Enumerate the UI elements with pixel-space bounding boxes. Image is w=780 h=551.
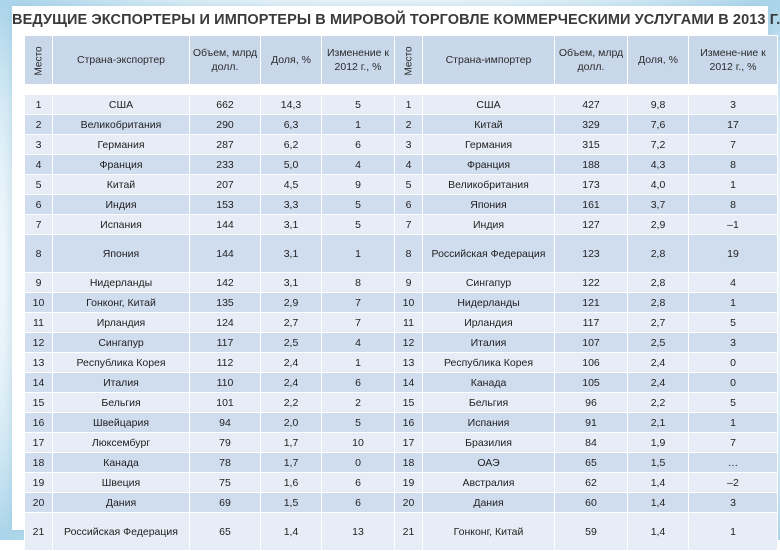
import-country-cell: Япония xyxy=(423,195,555,215)
export-change-cell: 5 xyxy=(322,95,395,115)
export-country-cell: Сингапур xyxy=(53,333,190,353)
import-volume-cell: 84 xyxy=(555,433,628,453)
export-place-cell: 18 xyxy=(25,453,53,473)
export-volume-cell: 290 xyxy=(190,115,261,135)
import-share-cell: 4,0 xyxy=(628,175,689,195)
import-change-cell: 1 xyxy=(689,413,778,433)
export-place-cell: 4 xyxy=(25,155,53,175)
export-volume-cell: 233 xyxy=(190,155,261,175)
export-volume-cell: 69 xyxy=(190,493,261,513)
export-country-cell: Нидерланды xyxy=(53,273,190,293)
import-volume-cell: 127 xyxy=(555,215,628,235)
export-place-cell: 20 xyxy=(25,493,53,513)
export-place-cell: 3 xyxy=(25,135,53,155)
import-share-cell: 1,5 xyxy=(628,453,689,473)
import-share-cell: 3,7 xyxy=(628,195,689,215)
import-place-cell: 7 xyxy=(395,215,423,235)
header-share-export: Доля, % xyxy=(261,36,322,85)
header-place-import-label: Место xyxy=(403,45,415,76)
import-place-cell: 13 xyxy=(395,353,423,373)
import-volume-cell: 122 xyxy=(555,273,628,293)
import-country-cell: ОАЭ xyxy=(423,453,555,473)
import-share-cell: 7,2 xyxy=(628,135,689,155)
export-place-cell: 15 xyxy=(25,393,53,413)
import-share-cell: 2,5 xyxy=(628,333,689,353)
import-change-cell: 8 xyxy=(689,195,778,215)
export-volume-cell: 135 xyxy=(190,293,261,313)
export-share-cell: 3,1 xyxy=(261,235,322,273)
export-share-cell: 1,4 xyxy=(261,513,322,551)
import-share-cell: 2,4 xyxy=(628,373,689,393)
table-row xyxy=(25,333,778,353)
export-place-cell: 2 xyxy=(25,115,53,135)
header-place-export xyxy=(25,36,53,85)
import-country-cell: Бельгия xyxy=(423,393,555,413)
import-change-cell: 3 xyxy=(689,95,778,115)
import-country-cell: Бразилия xyxy=(423,433,555,453)
import-place-cell: 19 xyxy=(395,473,423,493)
export-share-cell: 2,7 xyxy=(261,313,322,333)
import-change-cell: 17 xyxy=(689,115,778,135)
import-volume-cell: 329 xyxy=(555,115,628,135)
import-share-cell: 2,8 xyxy=(628,235,689,273)
import-place-cell: 6 xyxy=(395,195,423,215)
import-share-cell: 2,7 xyxy=(628,313,689,333)
table-row xyxy=(25,393,778,413)
import-share-cell: 1,4 xyxy=(628,473,689,493)
export-volume-cell: 144 xyxy=(190,235,261,273)
import-place-cell: 2 xyxy=(395,115,423,135)
import-change-cell: 4 xyxy=(689,273,778,293)
import-change-cell: 1 xyxy=(689,513,778,551)
table-row xyxy=(25,273,778,293)
import-volume-cell: 107 xyxy=(555,333,628,353)
table-row xyxy=(25,215,778,235)
import-country-cell: Германия xyxy=(423,135,555,155)
import-country-cell: Великобритания xyxy=(423,175,555,195)
import-place-cell: 8 xyxy=(395,235,423,273)
table-row xyxy=(25,115,778,135)
export-place-cell: 7 xyxy=(25,215,53,235)
import-place-cell: 16 xyxy=(395,413,423,433)
header-volume-import: Объем, млрд долл. xyxy=(555,36,628,85)
export-country-cell: США xyxy=(53,95,190,115)
table-row xyxy=(25,195,778,215)
export-volume-cell: 110 xyxy=(190,373,261,393)
import-place-cell: 5 xyxy=(395,175,423,195)
export-volume-cell: 287 xyxy=(190,135,261,155)
import-volume-cell: 91 xyxy=(555,413,628,433)
export-change-cell: 13 xyxy=(322,513,395,551)
import-volume-cell: 60 xyxy=(555,493,628,513)
header-gap xyxy=(25,85,778,95)
export-country-cell: Швейцария xyxy=(53,413,190,433)
export-country-cell: Ирландия xyxy=(53,313,190,333)
import-change-cell: 1 xyxy=(689,293,778,313)
table-row xyxy=(25,493,778,513)
export-change-cell: 1 xyxy=(322,353,395,373)
table-row xyxy=(25,175,778,195)
export-country-cell: Российская Федерация xyxy=(53,513,190,551)
export-country-cell: Франция xyxy=(53,155,190,175)
export-country-cell: Гонконг, Китай xyxy=(53,293,190,313)
import-share-cell: 1,4 xyxy=(628,513,689,551)
export-volume-cell: 142 xyxy=(190,273,261,293)
import-volume-cell: 123 xyxy=(555,235,628,273)
import-share-cell: 9,8 xyxy=(628,95,689,115)
export-share-cell: 2,5 xyxy=(261,333,322,353)
import-volume-cell: 59 xyxy=(555,513,628,551)
table-row xyxy=(25,293,778,313)
import-country-cell: Российская Федерация xyxy=(423,235,555,273)
import-country-cell: Канада xyxy=(423,373,555,393)
export-change-cell: 6 xyxy=(322,373,395,393)
header-exporter: Страна-экспортер xyxy=(53,36,190,85)
export-change-cell: 1 xyxy=(322,115,395,135)
export-place-cell: 14 xyxy=(25,373,53,393)
export-change-cell: 9 xyxy=(322,175,395,195)
import-country-cell: Ирландия xyxy=(423,313,555,333)
export-volume-cell: 78 xyxy=(190,453,261,473)
export-country-cell: Индия xyxy=(53,195,190,215)
export-country-cell: Китай xyxy=(53,175,190,195)
trade-table xyxy=(24,35,778,551)
import-volume-cell: 106 xyxy=(555,353,628,373)
import-change-cell: 7 xyxy=(689,135,778,155)
import-place-cell: 15 xyxy=(395,393,423,413)
import-change-cell: 3 xyxy=(689,493,778,513)
import-share-cell: 7,6 xyxy=(628,115,689,135)
import-place-cell: 18 xyxy=(395,453,423,473)
export-change-cell: 0 xyxy=(322,453,395,473)
import-country-cell: Республика Корея xyxy=(423,353,555,373)
import-change-cell: 0 xyxy=(689,353,778,373)
page-title: ВЕДУЩИЕ ЭКСПОРТЕРЫ И ИМПОРТЕРЫ В МИРОВОЙ ТОРГОВЛЕ КОММЕРЧЕСКИМИ УСЛУГАМИ В 2013 Г. xyxy=(12,12,780,28)
import-change-cell: 19 xyxy=(689,235,778,273)
export-volume-cell: 153 xyxy=(190,195,261,215)
table-row xyxy=(25,155,778,175)
table-row xyxy=(25,413,778,433)
export-place-cell: 12 xyxy=(25,333,53,353)
export-country-cell: Япония xyxy=(53,235,190,273)
export-place-cell: 13 xyxy=(25,353,53,373)
header-share-import: Доля, % xyxy=(628,36,689,85)
import-share-cell: 4,3 xyxy=(628,155,689,175)
export-share-cell: 2,4 xyxy=(261,353,322,373)
header-place-import xyxy=(395,36,423,85)
table-row xyxy=(25,453,778,473)
import-change-cell: –1 xyxy=(689,215,778,235)
export-volume-cell: 207 xyxy=(190,175,261,195)
import-share-cell: 2,8 xyxy=(628,293,689,313)
export-country-cell: Германия xyxy=(53,135,190,155)
export-share-cell: 2,4 xyxy=(261,373,322,393)
import-place-cell: 4 xyxy=(395,155,423,175)
export-share-cell: 1,7 xyxy=(261,453,322,473)
table-row xyxy=(25,373,778,393)
import-place-cell: 9 xyxy=(395,273,423,293)
export-place-cell: 10 xyxy=(25,293,53,313)
export-share-cell: 3,1 xyxy=(261,215,322,235)
export-change-cell: 5 xyxy=(322,215,395,235)
slide xyxy=(12,6,780,538)
export-volume-cell: 65 xyxy=(190,513,261,551)
table-row xyxy=(25,95,778,115)
export-share-cell: 5,0 xyxy=(261,155,322,175)
export-change-cell: 7 xyxy=(322,313,395,333)
export-change-cell: 7 xyxy=(322,293,395,313)
export-volume-cell: 662 xyxy=(190,95,261,115)
export-place-cell: 21 xyxy=(25,513,53,551)
import-change-cell: 7 xyxy=(689,433,778,453)
export-country-cell: Люксембург xyxy=(53,433,190,453)
export-place-cell: 19 xyxy=(25,473,53,493)
import-volume-cell: 427 xyxy=(555,95,628,115)
import-place-cell: 3 xyxy=(395,135,423,155)
import-country-cell: Италия xyxy=(423,333,555,353)
export-country-cell: Бельгия xyxy=(53,393,190,413)
export-volume-cell: 117 xyxy=(190,333,261,353)
export-place-cell: 5 xyxy=(25,175,53,195)
export-share-cell: 3,1 xyxy=(261,273,322,293)
import-place-cell: 11 xyxy=(395,313,423,333)
header-place-export-label: Место xyxy=(33,45,45,76)
export-place-cell: 11 xyxy=(25,313,53,333)
import-volume-cell: 173 xyxy=(555,175,628,195)
import-volume-cell: 65 xyxy=(555,453,628,473)
import-place-cell: 21 xyxy=(395,513,423,551)
import-volume-cell: 188 xyxy=(555,155,628,175)
export-change-cell: 6 xyxy=(322,473,395,493)
table-row xyxy=(25,313,778,333)
export-share-cell: 1,6 xyxy=(261,473,322,493)
import-change-cell: … xyxy=(689,453,778,473)
table-row xyxy=(25,513,778,551)
table-row xyxy=(25,433,778,453)
export-change-cell: 10 xyxy=(322,433,395,453)
export-country-cell: Республика Корея xyxy=(53,353,190,373)
import-change-cell: –2 xyxy=(689,473,778,493)
import-place-cell: 1 xyxy=(395,95,423,115)
header-change-import: Измене-ние к 2012 г., % xyxy=(689,36,778,85)
import-country-cell: Гонконг, Китай xyxy=(423,513,555,551)
export-country-cell: Канада xyxy=(53,453,190,473)
import-country-cell: Испания xyxy=(423,413,555,433)
header-volume-export: Объем, млрд долл. xyxy=(190,36,261,85)
table-row xyxy=(25,353,778,373)
export-place-cell: 6 xyxy=(25,195,53,215)
import-change-cell: 8 xyxy=(689,155,778,175)
export-volume-cell: 124 xyxy=(190,313,261,333)
import-country-cell: США xyxy=(423,95,555,115)
import-change-cell: 5 xyxy=(689,393,778,413)
export-volume-cell: 101 xyxy=(190,393,261,413)
header-row xyxy=(25,36,778,85)
import-change-cell: 3 xyxy=(689,333,778,353)
export-country-cell: Швеция xyxy=(53,473,190,493)
export-change-cell: 4 xyxy=(322,155,395,175)
header-importer: Страна-импортер xyxy=(423,36,555,85)
import-country-cell: Дания xyxy=(423,493,555,513)
table-row xyxy=(25,235,778,273)
import-share-cell: 2,8 xyxy=(628,273,689,293)
import-volume-cell: 96 xyxy=(555,393,628,413)
export-share-cell: 6,2 xyxy=(261,135,322,155)
import-place-cell: 17 xyxy=(395,433,423,453)
import-country-cell: Китай xyxy=(423,115,555,135)
export-share-cell: 3,3 xyxy=(261,195,322,215)
import-volume-cell: 105 xyxy=(555,373,628,393)
import-country-cell: Австралия xyxy=(423,473,555,493)
export-place-cell: 17 xyxy=(25,433,53,453)
export-change-cell: 6 xyxy=(322,493,395,513)
export-country-cell: Испания xyxy=(53,215,190,235)
import-share-cell: 1,9 xyxy=(628,433,689,453)
import-volume-cell: 117 xyxy=(555,313,628,333)
import-volume-cell: 121 xyxy=(555,293,628,313)
export-change-cell: 5 xyxy=(322,413,395,433)
import-change-cell: 1 xyxy=(689,175,778,195)
export-share-cell: 4,5 xyxy=(261,175,322,195)
export-share-cell: 2,0 xyxy=(261,413,322,433)
export-change-cell: 5 xyxy=(322,195,395,215)
export-place-cell: 8 xyxy=(25,235,53,273)
import-volume-cell: 315 xyxy=(555,135,628,155)
export-share-cell: 2,9 xyxy=(261,293,322,313)
import-place-cell: 12 xyxy=(395,333,423,353)
export-volume-cell: 144 xyxy=(190,215,261,235)
import-share-cell: 2,9 xyxy=(628,215,689,235)
import-volume-cell: 161 xyxy=(555,195,628,215)
export-share-cell: 14,3 xyxy=(261,95,322,115)
export-place-cell: 16 xyxy=(25,413,53,433)
export-country-cell: Дания xyxy=(53,493,190,513)
export-change-cell: 6 xyxy=(322,135,395,155)
import-change-cell: 0 xyxy=(689,373,778,393)
export-country-cell: Италия xyxy=(53,373,190,393)
import-place-cell: 10 xyxy=(395,293,423,313)
export-change-cell: 8 xyxy=(322,273,395,293)
export-place-cell: 1 xyxy=(25,95,53,115)
export-volume-cell: 79 xyxy=(190,433,261,453)
table-row xyxy=(25,135,778,155)
export-volume-cell: 94 xyxy=(190,413,261,433)
import-place-cell: 20 xyxy=(395,493,423,513)
export-volume-cell: 112 xyxy=(190,353,261,373)
import-country-cell: Франция xyxy=(423,155,555,175)
import-share-cell: 2,1 xyxy=(628,413,689,433)
export-change-cell: 1 xyxy=(322,235,395,273)
import-share-cell: 2,2 xyxy=(628,393,689,413)
import-country-cell: Индия xyxy=(423,215,555,235)
export-volume-cell: 75 xyxy=(190,473,261,493)
export-share-cell: 1,5 xyxy=(261,493,322,513)
import-share-cell: 2,4 xyxy=(628,353,689,373)
export-place-cell: 9 xyxy=(25,273,53,293)
table-row xyxy=(25,473,778,493)
import-country-cell: Нидерланды xyxy=(423,293,555,313)
import-share-cell: 1,4 xyxy=(628,493,689,513)
export-share-cell: 2,2 xyxy=(261,393,322,413)
export-share-cell: 6,3 xyxy=(261,115,322,135)
import-country-cell: Сингапур xyxy=(423,273,555,293)
import-place-cell: 14 xyxy=(395,373,423,393)
import-volume-cell: 62 xyxy=(555,473,628,493)
export-change-cell: 2 xyxy=(322,393,395,413)
export-change-cell: 4 xyxy=(322,333,395,353)
export-share-cell: 1,7 xyxy=(261,433,322,453)
export-country-cell: Великобритания xyxy=(53,115,190,135)
header-change-export: Изменение к 2012 г., % xyxy=(322,36,395,85)
import-change-cell: 5 xyxy=(689,313,778,333)
